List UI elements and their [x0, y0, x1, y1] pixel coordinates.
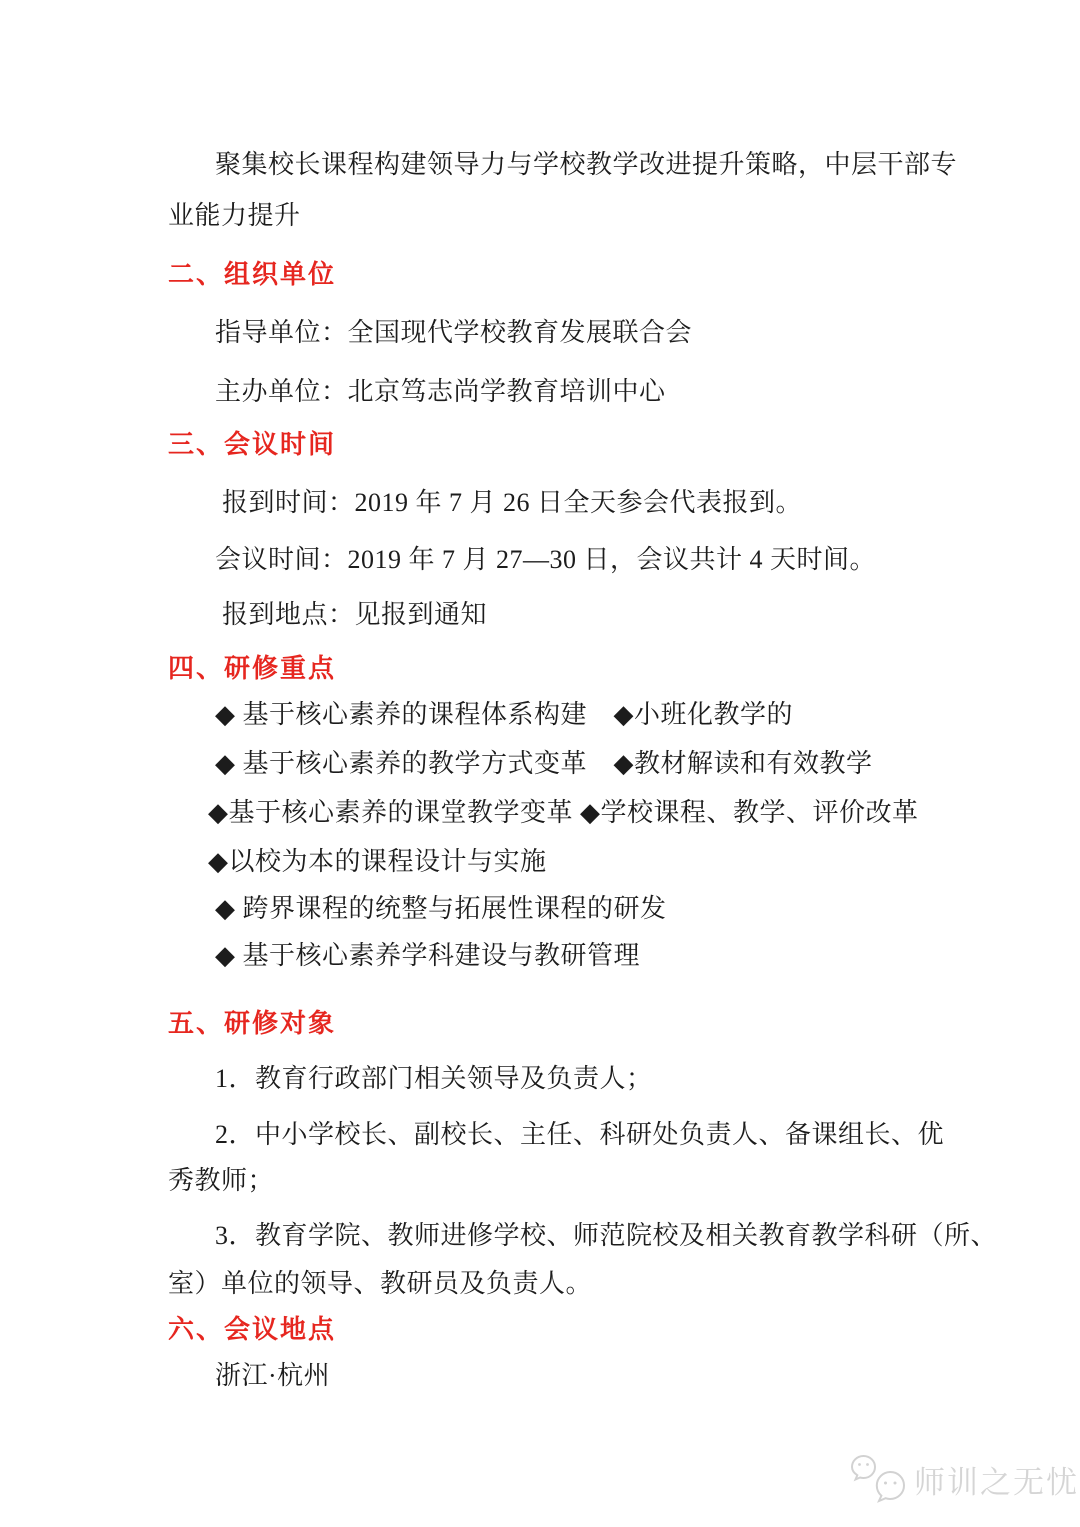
section-3-meeting-time: 会议时间：2019 年 7 月 27—30 日，会议共计 4 天时间。: [215, 545, 877, 574]
section-5-item-3-line-1: 3．教育学院、教师进修学校、师范院校及相关教育教学科研（所、: [215, 1221, 998, 1250]
watermark: [850, 1453, 1079, 1505]
section-5-item-2-line-1: 2．中小学校长、副校长、主任、科研处负责人、备课组长、优: [215, 1120, 945, 1149]
wechat-logo-icon: [850, 1453, 908, 1505]
section-6-heading: 六、会议地点: [168, 1315, 337, 1344]
watermark-label: 师训之无忧: [914, 1464, 1079, 1500]
section-4-bullet-4: ◆以校为本的课程设计与实施: [208, 847, 547, 876]
section-5-item-1: 1．教育行政部门相关领导及负责人；: [215, 1064, 653, 1093]
section-5-item-3-line-2: 室）单位的领导、教研员及负责人。: [168, 1269, 593, 1298]
section-2-host-unit: 主办单位：北京笃志尚学教育培训中心: [215, 377, 666, 406]
section-2-heading: 二、组织单位: [168, 260, 337, 289]
section-4-bullet-1: ◆ 基于核心素养的课程体系构建 ◆小班化教学的: [215, 700, 793, 729]
section-3-checkin-time: 报到时间：2019 年 7 月 26 日全天参会代表报到。: [222, 488, 803, 517]
section-6-location: 浙江·杭州: [215, 1361, 331, 1390]
intro-line-2: 业能力提升: [168, 201, 301, 230]
section-4-bullet-5: ◆ 跨界课程的统整与拓展性课程的研发: [215, 894, 667, 923]
section-3-checkin-place: 报到地点：见报到通知: [222, 600, 488, 629]
section-4-bullet-3: ◆基于核心素养的课堂教学变革 ◆学校课程、教学、评价改革: [208, 798, 919, 827]
section-2-guidance-unit: 指导单位：全国现代学校教育发展联合会: [215, 318, 693, 347]
section-5-item-2-line-2: 秀教师；: [168, 1166, 275, 1195]
section-3-heading: 三、会议时间: [168, 430, 337, 459]
section-5-heading: 五、研修对象: [168, 1009, 337, 1038]
section-4-heading: 四、研修重点: [168, 654, 337, 683]
section-4-bullet-6: ◆ 基于核心素养学科建设与教研管理: [215, 941, 640, 970]
section-4-bullet-2: ◆ 基于核心素养的教学方式变革 ◆教材解读和有效教学: [215, 749, 873, 778]
intro-line-1: 聚集校长课程构建领导力与学校教学改进提升策略，中层干部专: [215, 150, 958, 179]
